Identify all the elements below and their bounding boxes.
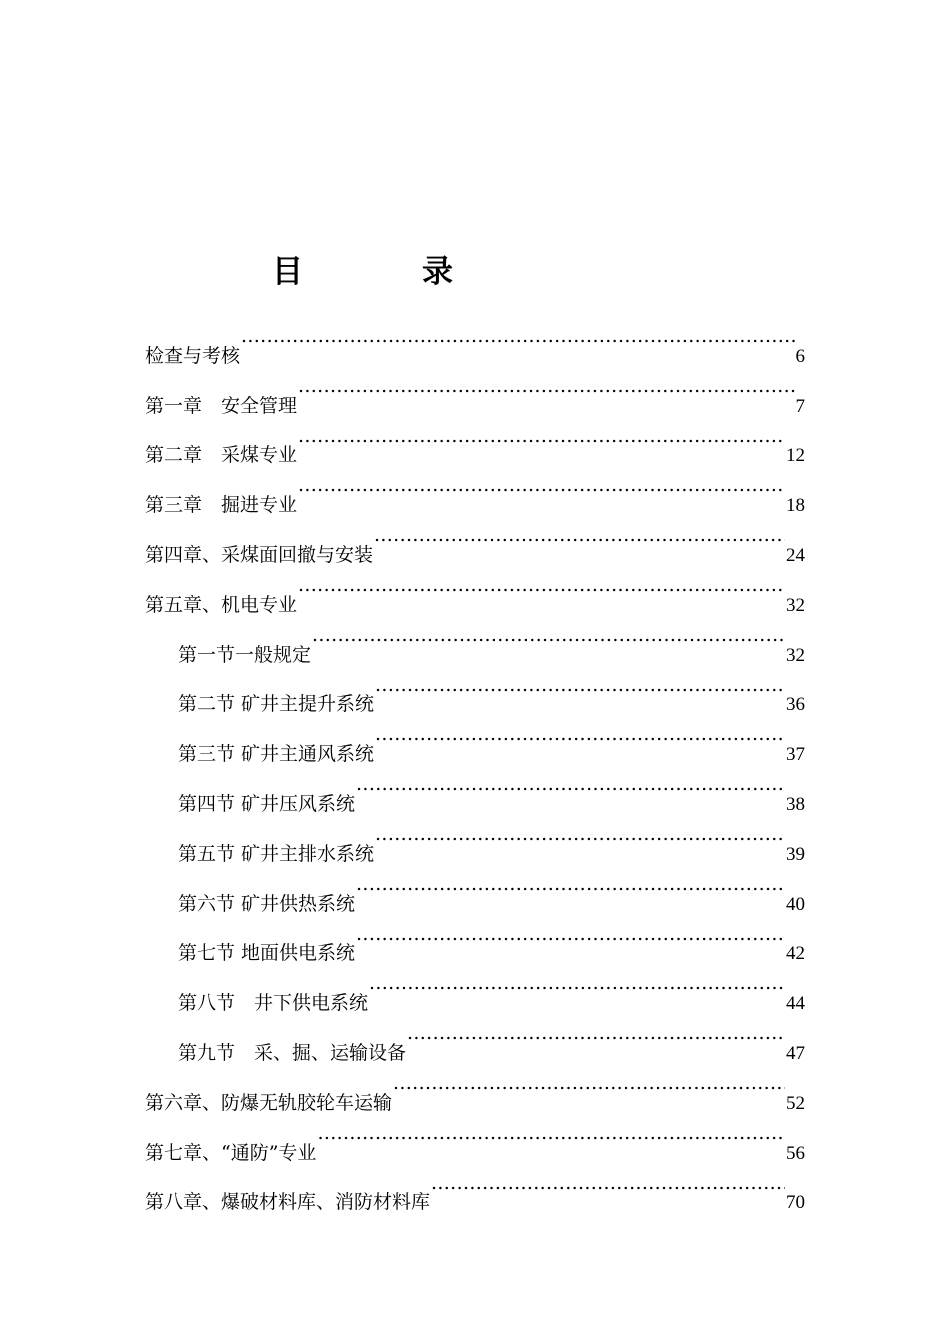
toc-page-number: 32 [786,594,805,616]
toc-dot-leader [356,910,785,960]
toc-entry-label: 第二章 采煤专业 [145,444,298,467]
toc-entry-label: 第三节 矿井主通风系统 [178,743,375,766]
toc-page-number: 39 [786,843,805,865]
toc-entry-label: 第六节 矿井供热系统 [178,892,356,915]
toc-entry[interactable] [145,312,805,367]
toc-dot-leader [298,412,785,462]
toc-page-number: 36 [786,694,805,716]
toc-entry-label: 第三章 掘进专业 [145,494,298,517]
toc-entry-label: 第七章、“通防”专业 [145,1141,317,1164]
toc-entry-label: 第七节 地面供电系统 [178,942,356,965]
toc-entry-label: 第一章 安全管理 [145,394,298,417]
toc-dot-leader [374,511,785,561]
toc-dot-leader [298,561,785,611]
toc-dot-leader [407,1009,785,1059]
toc-page-number: 24 [786,544,805,566]
toc-dot-leader [312,611,785,661]
table-of-contents [145,312,805,1214]
toc-entry-label: 第八章、爆破材料库、消防材料库 [145,1191,431,1214]
toc-dot-leader [375,810,785,860]
toc-page-number: 47 [786,1042,805,1064]
toc-page-number: 38 [786,793,805,815]
toc-dot-leader [317,1109,785,1159]
toc-entry[interactable] [145,362,805,417]
toc-page-number: 7 [795,395,805,417]
toc-page-number: 40 [786,893,805,915]
toc-page-number: 70 [786,1192,805,1214]
toc-dot-leader [393,1059,785,1109]
toc-entry-label: 第四章、采煤面回撤与安装 [145,543,374,566]
toc-page-number: 18 [786,495,805,517]
toc-dot-leader [369,959,785,1009]
toc-dot-leader [375,661,785,711]
toc-page-number: 44 [786,993,805,1015]
toc-entry-label: 检查与考核 [145,344,241,367]
toc-entry-label: 第九节 采、掘、运输设备 [178,1041,407,1064]
toc-entry-label: 第八节 井下供电系统 [178,992,369,1015]
toc-dot-leader [356,760,785,810]
toc-page-number: 42 [786,943,805,965]
toc-entry-label: 第四节 矿井压风系统 [178,792,356,815]
toc-dot-leader [375,710,785,760]
toc-page-number: 56 [786,1142,805,1164]
toc-entry-label: 第五章、机电专业 [145,593,298,616]
toc-entry-label: 第一节一般规定 [178,643,312,666]
toc-dot-leader [356,860,785,910]
toc-dot-leader [241,312,794,362]
toc-page-number: 12 [786,445,805,467]
toc-entry-label: 第二节 矿井主提升系统 [178,693,375,716]
toc-entry-label: 第六章、防爆无轨胶轮车运输 [145,1091,393,1114]
page-title: 目 录 [272,254,497,290]
toc-page-number: 37 [786,744,805,766]
toc-dot-leader [298,362,794,412]
toc-entry-label: 第五节 矿井主排水系统 [178,842,375,865]
toc-page-number: 32 [786,644,805,666]
toc-page-number: 6 [795,345,805,367]
toc-dot-leader [298,461,785,511]
toc-dot-leader [431,1159,785,1209]
toc-page-number: 52 [786,1092,805,1114]
